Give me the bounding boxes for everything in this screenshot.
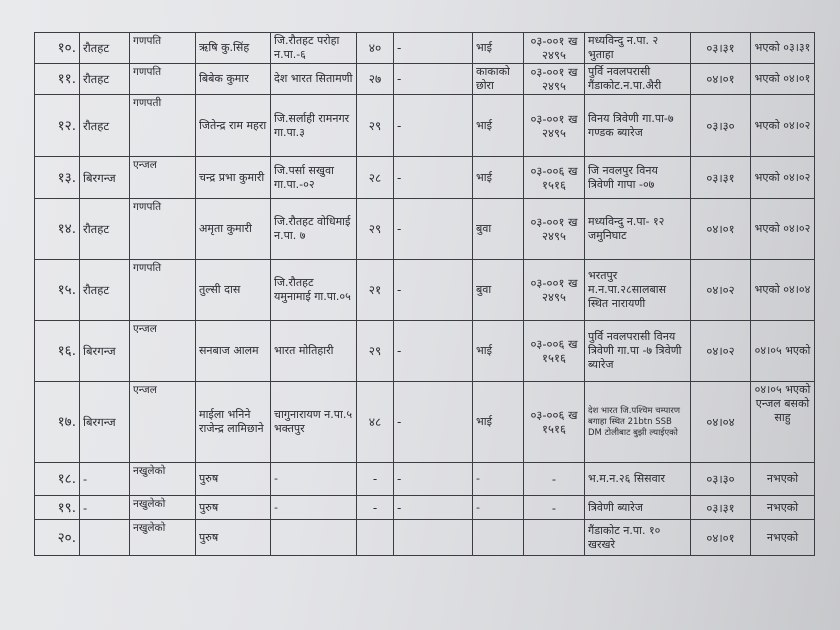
date-cell: ०४।०४ bbox=[691, 382, 751, 463]
blank-column-cell: - bbox=[394, 199, 473, 260]
organization-cell: एन्जल bbox=[130, 382, 196, 463]
age-cell: २१ bbox=[357, 260, 394, 321]
found-place-cell: पुर्वि नवलपरासी विनय त्रिवेणी गा.पा -७ त्रिवेणी ब्यारेज bbox=[585, 321, 691, 382]
age-cell: - bbox=[357, 463, 394, 496]
relation-cell: भाई bbox=[473, 321, 524, 382]
district-cell: बिरगन्ज bbox=[80, 382, 130, 463]
found-place-cell: मध्यविन्दु न.पा. २ भुताहा bbox=[585, 33, 691, 64]
found-place-cell: भ.म.न.२६ सिसवार bbox=[585, 463, 691, 496]
vehicle-number-cell: ०३-००१ ख २४९५ bbox=[524, 33, 585, 64]
vehicle-number-cell bbox=[524, 520, 585, 556]
blank-column-cell: - bbox=[394, 64, 473, 95]
date-cell: ०४।०२ bbox=[691, 260, 751, 321]
relation-cell: भाई bbox=[473, 33, 524, 64]
table-row bbox=[35, 95, 815, 157]
age-cell: ४० bbox=[357, 33, 394, 64]
date-cell: ०३।३१ bbox=[691, 33, 751, 64]
serial-number: १०. bbox=[35, 33, 80, 64]
address-cell: चागुनारायण न.पा.५ भक्तपुर bbox=[271, 382, 357, 463]
status-cell: ०४।०५ भएको एन्जल बसको साहु bbox=[751, 382, 815, 463]
organization-cell: गणपति bbox=[130, 260, 196, 321]
casualty-table bbox=[34, 32, 815, 556]
organization-cell: एन्जल bbox=[130, 157, 196, 199]
table-row bbox=[35, 260, 815, 321]
address-cell: जि.रौतहट परोहा न.पा.-६ bbox=[271, 33, 357, 64]
organization-cell: एन्जल bbox=[130, 321, 196, 382]
blank-column-cell: - bbox=[394, 382, 473, 463]
relation-cell: भाई bbox=[473, 95, 524, 157]
relation-cell: बुवा bbox=[473, 260, 524, 321]
vehicle-number-cell: ०३-००६ ख १५१६ bbox=[524, 382, 585, 463]
found-place-cell: विनय त्रिवेणी गा.पा-७ गण्डक ब्यारेज bbox=[585, 95, 691, 157]
organization-cell: गणपति bbox=[130, 33, 196, 64]
found-place-cell: पुर्वि नवलपरासी गैंडाकोट.न.पा.अैरी bbox=[585, 64, 691, 95]
status-cell: भएको ०४।०२ bbox=[751, 199, 815, 260]
found-place-cell: गैंडाकोट न.पा. १० खरखरे bbox=[585, 520, 691, 556]
address-cell: जि.रौतहट वोधिमाई न.पा. ७ bbox=[271, 199, 357, 260]
district-cell bbox=[80, 520, 130, 556]
serial-number: १२. bbox=[35, 95, 80, 157]
found-place-cell: भरतपुर म.न.पा.२८सालबास स्थित नारायणी bbox=[585, 260, 691, 321]
district-cell: - bbox=[80, 463, 130, 496]
relation-cell: - bbox=[473, 463, 524, 496]
address-cell: देश भारत सितामणी bbox=[271, 64, 357, 95]
vehicle-number-cell: - bbox=[524, 496, 585, 520]
serial-number: १७. bbox=[35, 382, 80, 463]
date-cell: ०३।३० bbox=[691, 463, 751, 496]
date-cell: ०४।०१ bbox=[691, 520, 751, 556]
status-cell: नभएको bbox=[751, 463, 815, 496]
vehicle-number-cell: ०३-००६ ख १५१६ bbox=[524, 157, 585, 199]
status-cell: भएको ०४।०१ bbox=[751, 64, 815, 95]
table-row bbox=[35, 382, 815, 463]
name-cell: तुल्सी दास bbox=[196, 260, 271, 321]
status-cell: नभएको bbox=[751, 496, 815, 520]
organization-cell: नखुलेको bbox=[130, 520, 196, 556]
district-cell: - bbox=[80, 496, 130, 520]
vehicle-number-cell: - bbox=[524, 463, 585, 496]
relation-cell bbox=[473, 520, 524, 556]
district-cell: रौतहट bbox=[80, 199, 130, 260]
blank-column-cell: - bbox=[394, 157, 473, 199]
age-cell bbox=[357, 520, 394, 556]
serial-number: २०. bbox=[35, 520, 80, 556]
organization-cell: गणपती bbox=[130, 95, 196, 157]
organization-cell: गणपति bbox=[130, 64, 196, 95]
district-cell: रौतहट bbox=[80, 95, 130, 157]
organization-cell: गणपति bbox=[130, 199, 196, 260]
name-cell: बिबेक कुमार bbox=[196, 64, 271, 95]
found-place-cell: देश भारत जि.पश्चिम चम्पारण बगाहा स्थित 21btn SSB DM टोलीबाट बुझी ल्याईएको bbox=[585, 382, 691, 463]
address-cell: भारत मोतिहारी bbox=[271, 321, 357, 382]
status-cell: नभएको bbox=[751, 520, 815, 556]
found-place-cell: मध्यविन्दु न.पा- १२ जमुनिघाट bbox=[585, 199, 691, 260]
serial-number: १९. bbox=[35, 496, 80, 520]
blank-column-cell: - bbox=[394, 260, 473, 321]
serial-number: १४. bbox=[35, 199, 80, 260]
age-cell: २८ bbox=[357, 157, 394, 199]
blank-column-cell: - bbox=[394, 33, 473, 64]
age-cell: २९ bbox=[357, 199, 394, 260]
vehicle-number-cell: ०३-००१ ख २४९५ bbox=[524, 64, 585, 95]
name-cell: अमृता कुमारी bbox=[196, 199, 271, 260]
name-cell: पुरुष bbox=[196, 463, 271, 496]
name-cell: ऋषि कु.सिंह bbox=[196, 33, 271, 64]
blank-column-cell: - bbox=[394, 496, 473, 520]
found-place-cell: त्रिवेणी ब्यारेज bbox=[585, 496, 691, 520]
found-place-cell: जि नवलपुर विनय त्रिवेणी गापा -०७ bbox=[585, 157, 691, 199]
name-cell: पुरुष bbox=[196, 520, 271, 556]
name-cell: पुरुष bbox=[196, 496, 271, 520]
age-cell: २९ bbox=[357, 321, 394, 382]
vehicle-number-cell: ०३-००१ ख २४९५ bbox=[524, 260, 585, 321]
date-cell: ०४।०२ bbox=[691, 321, 751, 382]
table-row bbox=[35, 463, 815, 496]
relation-cell: - bbox=[473, 496, 524, 520]
address-cell: जि.रौतहट यमुनामाई गा.पा.०५ bbox=[271, 260, 357, 321]
date-cell: ०४।०१ bbox=[691, 64, 751, 95]
table-row bbox=[35, 496, 815, 520]
relation-cell: भाई bbox=[473, 157, 524, 199]
district-cell: बिरगन्ज bbox=[80, 157, 130, 199]
address-cell: - bbox=[271, 463, 357, 496]
relation-cell: भाई bbox=[473, 382, 524, 463]
blank-column-cell bbox=[394, 520, 473, 556]
name-cell: माईला भनिने राजेन्द्र लामिछाने bbox=[196, 382, 271, 463]
table-row bbox=[35, 33, 815, 64]
vehicle-number-cell: ०३-००१ ख २४९५ bbox=[524, 199, 585, 260]
serial-number: १८. bbox=[35, 463, 80, 496]
organization-cell: नखुलेको bbox=[130, 463, 196, 496]
name-cell: जितेन्द्र राम महरा bbox=[196, 95, 271, 157]
district-cell: रौतहट bbox=[80, 33, 130, 64]
relation-cell: बुवा bbox=[473, 199, 524, 260]
table-row bbox=[35, 520, 815, 556]
name-cell: चन्द्र प्रभा कुमारी bbox=[196, 157, 271, 199]
organization-cell: नखुलेको bbox=[130, 496, 196, 520]
age-cell: २७ bbox=[357, 64, 394, 95]
age-cell: २९ bbox=[357, 95, 394, 157]
date-cell: ०३।३१ bbox=[691, 157, 751, 199]
table-row bbox=[35, 157, 815, 199]
serial-number: १५. bbox=[35, 260, 80, 321]
vehicle-number-cell: ०३-००१ ख २४९५ bbox=[524, 95, 585, 157]
age-cell: ४८ bbox=[357, 382, 394, 463]
status-cell: ०४।०५ भएको bbox=[751, 321, 815, 382]
status-cell: भएको ०४।०२ bbox=[751, 157, 815, 199]
serial-number: १६. bbox=[35, 321, 80, 382]
status-cell: भएको ०४।०२ bbox=[751, 95, 815, 157]
blank-column-cell: - bbox=[394, 95, 473, 157]
name-cell: सनबाज आलम bbox=[196, 321, 271, 382]
status-cell: भएको ०४।०४ bbox=[751, 260, 815, 321]
vehicle-number-cell: ०३-००६ ख १५१६ bbox=[524, 321, 585, 382]
address-cell bbox=[271, 520, 357, 556]
blank-column-cell: - bbox=[394, 321, 473, 382]
status-cell: भएको ०३।३१ bbox=[751, 33, 815, 64]
age-cell: - bbox=[357, 496, 394, 520]
table-row bbox=[35, 64, 815, 95]
date-cell: ०३।३१ bbox=[691, 496, 751, 520]
serial-number: १३. bbox=[35, 157, 80, 199]
relation-cell: काकाको छोरा bbox=[473, 64, 524, 95]
table-row bbox=[35, 199, 815, 260]
district-cell: रौतहट bbox=[80, 260, 130, 321]
table-row bbox=[35, 321, 815, 382]
district-cell: रौतहट bbox=[80, 64, 130, 95]
address-cell: जि.पर्सा सखुवा गा.पा.-०२ bbox=[271, 157, 357, 199]
date-cell: ०३।३० bbox=[691, 95, 751, 157]
district-cell: बिरगन्ज bbox=[80, 321, 130, 382]
address-cell: जि.सर्लाही रामनगर गा.पा.३ bbox=[271, 95, 357, 157]
blank-column-cell: - bbox=[394, 463, 473, 496]
address-cell: - bbox=[271, 496, 357, 520]
date-cell: ०४।०१ bbox=[691, 199, 751, 260]
serial-number: ११. bbox=[35, 64, 80, 95]
